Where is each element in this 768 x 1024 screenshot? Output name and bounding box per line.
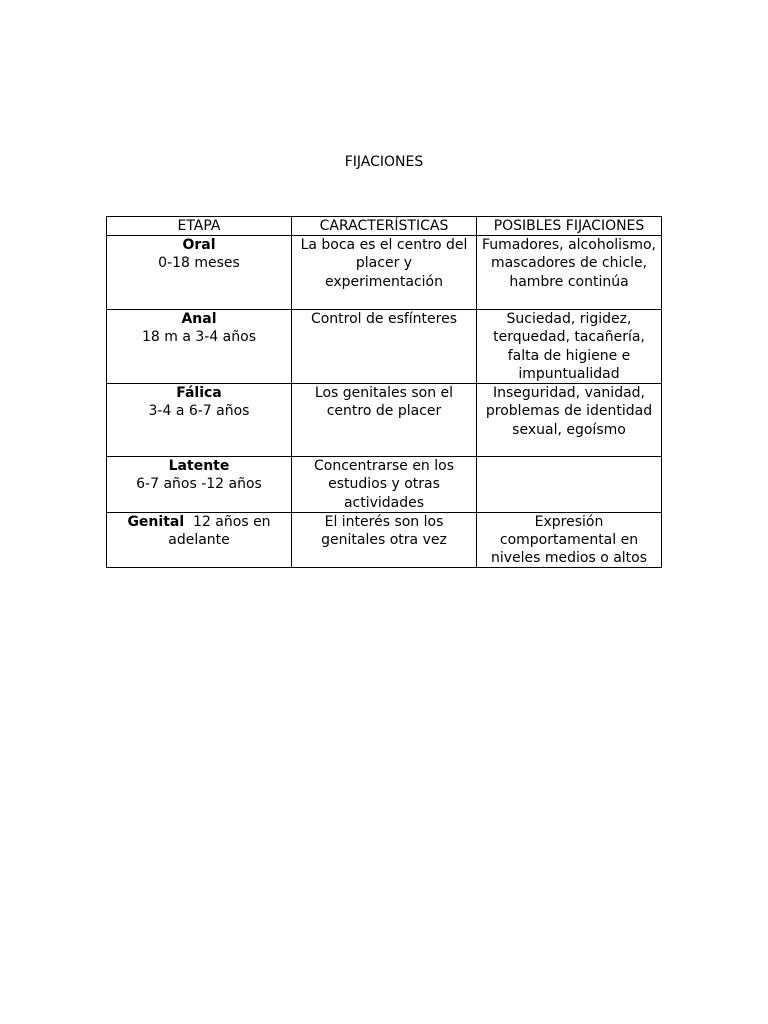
stage-cell — [107, 310, 292, 384]
fixations-cell — [477, 457, 662, 513]
stage-age: 6-7 años -12 años — [136, 476, 262, 493]
characteristics-cell: La boca es el centro del placer y experimentación — [292, 236, 477, 310]
stage-name: Anal — [181, 311, 217, 328]
table-header-row — [107, 217, 662, 236]
stage-name: Latente — [168, 458, 230, 475]
stage-cell — [107, 384, 292, 457]
table-row — [107, 457, 662, 513]
stage-age: 18 m a 3-4 años — [141, 329, 256, 346]
header-posibles-fijaciones: POSIBLES FIJACIONES — [477, 217, 662, 236]
stage-name: Genital — [127, 513, 185, 530]
stage-name: Fálica — [176, 385, 222, 402]
stage-cell — [107, 236, 292, 310]
characteristics-cell: Control de esfínteres — [292, 310, 477, 384]
characteristics-cell: Los genitales son el centro de placer — [292, 384, 477, 457]
table-row — [107, 236, 662, 310]
table-row — [107, 384, 662, 457]
document-title: FIJACIONES — [344, 154, 424, 170]
table-row — [107, 310, 662, 384]
header-etapa: ETAPA — [107, 217, 292, 236]
fixations-table — [106, 216, 662, 568]
characteristics-cell: El interés son los genitales otra vez — [292, 512, 477, 568]
stage-age: 12 años en adelante — [168, 513, 271, 549]
fixations-cell: Expresión comportamental en niveles medios o altos — [477, 512, 662, 568]
stage-age: 0-18 meses — [158, 255, 240, 272]
table-row — [107, 512, 662, 568]
stage-name: Oral — [182, 237, 216, 254]
fixations-cell: Inseguridad, vanidad, problemas de identidad sexual, egoísmo — [477, 384, 662, 457]
stage-age: 3-4 a 6-7 años — [148, 403, 250, 420]
stage-cell — [107, 457, 292, 513]
stage-cell — [107, 512, 292, 568]
characteristics-cell: Concentrarse en los estudios y otras actividades — [292, 457, 477, 513]
fixations-cell: Suciedad, rigidez, terquedad, tacañería, falta de higiene e impuntualidad — [477, 310, 662, 384]
fixations-cell: Fumadores, alcoholismo, mascadores de chicle, hambre continúa — [477, 236, 662, 310]
header-caracteristicas: CARACTERÍSTICAS — [292, 217, 477, 236]
